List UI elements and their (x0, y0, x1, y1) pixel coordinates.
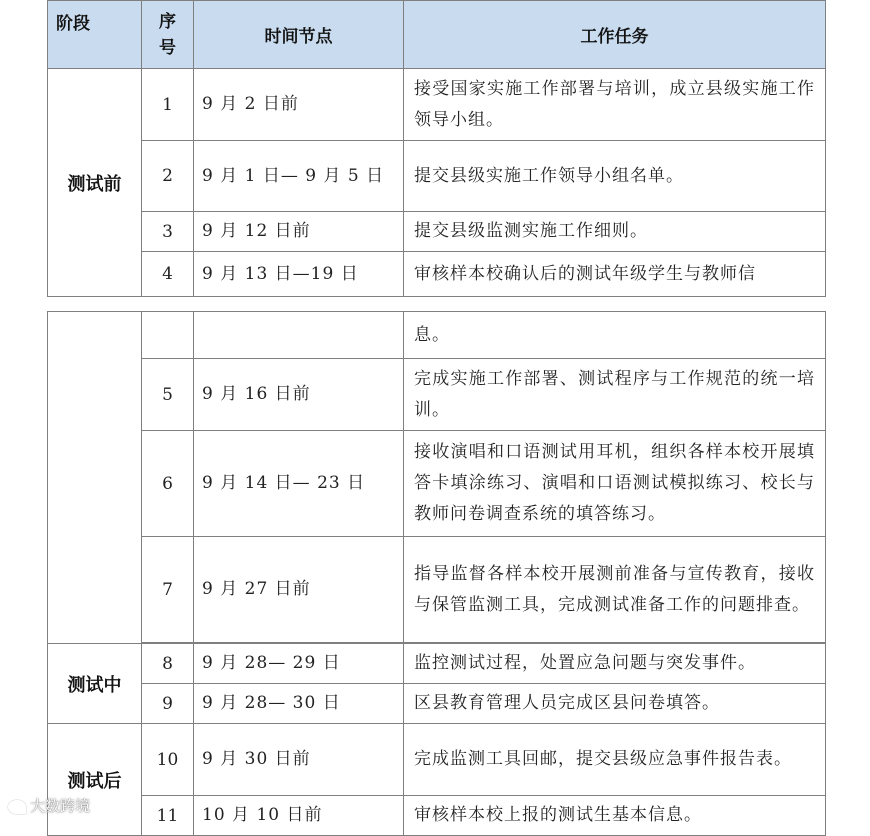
row-num: 10 (142, 724, 194, 796)
header-num (142, 1, 194, 69)
chat-bubble-icon (8, 800, 26, 814)
row-task: 接受国家实施工作部署与培训，成立县级实施工作领导小组。 (404, 69, 826, 141)
table-row (48, 644, 826, 684)
row-time: 9 月 30 日前 (194, 724, 404, 796)
table-row (48, 724, 826, 796)
table-row (48, 537, 826, 643)
row-task: 指导监督各样本校开展测前准备与宣传教育，接收与保管监测工具，完成测试准备工作的问题排查。 (404, 537, 826, 643)
row-time: 9 月 2 日前 (194, 69, 404, 141)
row-task: 审核样本校确认后的测试年级学生与教师信 (404, 252, 826, 297)
schedule-table-bottom (47, 311, 826, 836)
header-num-line2: 号 (159, 37, 176, 58)
row-num: 5 (142, 359, 194, 431)
row-num: 1 (142, 69, 194, 141)
table-row (48, 212, 826, 252)
row-task: 接收演唱和口语测试用耳机，组织各样本校开展填答卡填涂练习、演唱和口语测试模拟练习、校长与教师问卷调查系统的填答练习。 (404, 431, 826, 537)
row-time (194, 312, 404, 359)
row-task: 完成监测工具回邮，提交县级应急事件报告表。 (404, 724, 826, 796)
schedule-table-top (47, 0, 826, 297)
stage-before-continued (48, 312, 142, 644)
row-num: 11 (142, 796, 194, 836)
stage-before: 测试前 (48, 69, 142, 297)
row-num: 7 (142, 537, 194, 643)
row-time: 9 月 28— 29 日 (194, 644, 404, 684)
row-time: 10 月 10 日前 (194, 796, 404, 836)
row-task: 息。 (404, 312, 826, 359)
header-task: 工作任务 (404, 1, 826, 69)
row-time: 9 月 27 日前 (194, 537, 404, 643)
header-time: 时间节点 (194, 1, 404, 69)
row-num: 3 (142, 212, 194, 252)
watermark-text: 大数跨境 (30, 797, 91, 815)
row-num: 6 (142, 431, 194, 537)
row-num: 4 (142, 252, 194, 297)
stage-after: 测试后 (48, 724, 142, 836)
row-num: 8 (142, 644, 194, 684)
row-time: 9 月 1 日— 9 月 5 日 (194, 141, 404, 212)
table-row (48, 684, 826, 724)
row-task: 区县教育管理人员完成区县问卷填答。 (404, 684, 826, 724)
table-row (48, 69, 826, 141)
table-row (48, 312, 826, 359)
row-num: 9 (142, 684, 194, 724)
row-task: 监控测试过程，处置应急问题与突发事件。 (404, 644, 826, 684)
row-num: 2 (142, 141, 194, 212)
watermark (8, 795, 90, 816)
header-stage: 阶段 (48, 1, 142, 69)
row-time: 9 月 14 日— 23 日 (194, 431, 404, 537)
table-row (48, 141, 826, 212)
table-row (48, 359, 826, 431)
row-num (142, 312, 194, 359)
stage-during: 测试中 (48, 644, 142, 724)
row-time: 9 月 13 日—19 日 (194, 252, 404, 297)
row-task: 提交县级监测实施工作细则。 (404, 212, 826, 252)
table-row (48, 431, 826, 537)
header-num-line1: 序 (159, 11, 176, 32)
row-task: 提交县级实施工作领导小组名单。 (404, 141, 826, 212)
row-time: 9 月 12 日前 (194, 212, 404, 252)
row-time: 9 月 28— 30 日 (194, 684, 404, 724)
table-row (48, 252, 826, 297)
table-row (48, 796, 826, 836)
row-task: 审核样本校上报的测试生基本信息。 (404, 796, 826, 836)
row-task: 完成实施工作部署、测试程序与工作规范的统一培训。 (404, 359, 826, 431)
row-time: 9 月 16 日前 (194, 359, 404, 431)
